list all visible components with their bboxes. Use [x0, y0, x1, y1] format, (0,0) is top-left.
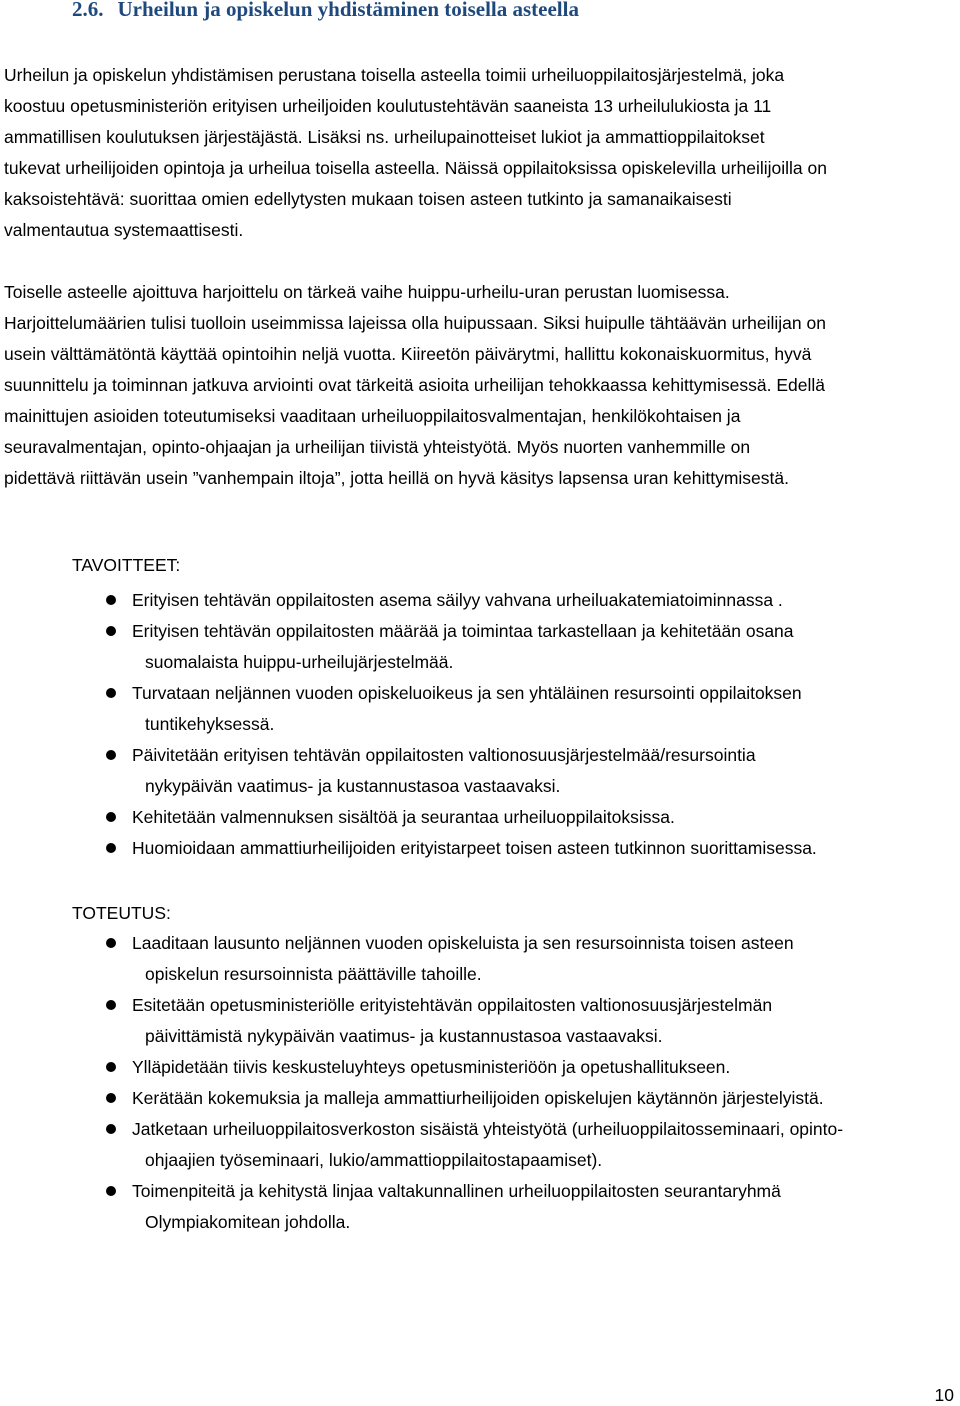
paragraph-line: seuravalmentajan, opinto-ohjaajan ja urheilijan tiivistä yhteistyötä. Myös nuorten vanhemmille on [4, 437, 751, 457]
implementation-text: Toimenpiteitä ja kehitystä linjaa valtakunnallinen urheiluoppilaitosten seurantaryhmä Olympiakomitean johdolla. [132, 1181, 781, 1232]
paragraph-line: Urheilun ja opiskelun yhdistämisen perustana toisella asteella toimii urheiluoppilaitosjärjestelmä, joka [4, 65, 785, 85]
bullet-icon [106, 595, 116, 605]
goal-text: Erityisen tehtävän oppilaitosten määrää ja toimintaa tarkastellaan ja kehitetään osana suomalaista huippu-urheilujärjestelmää. [132, 621, 794, 672]
paragraph-line: kaksoistehtävä: suorittaa omien edellytysten mukaan toisen asteen tutkinto ja samanaikaisesti [4, 189, 732, 209]
bullet-icon [106, 843, 116, 853]
bullet-icon [106, 1124, 116, 1134]
goal-text: Päivitetään erityisen tehtävän oppilaitosten valtionosuusjärjestelmää/resursointia nykypäivän vaatimus- ja kustannustasoa vastaavaksi. [132, 745, 756, 796]
paragraph-line: pidettävä riittävän usein ”vanhempain iltoja”, jotta heillä on hyvä käsitys lapsensa uran kehittymisestä. [4, 468, 789, 488]
paragraph-line: mainittujen asioiden toteutumiseksi vaaditaan urheiluoppilaitosvalmentajan, henkilökohtaisen ja [4, 406, 741, 426]
section-number: 2.6. [72, 0, 104, 21]
implementation-text: Ylläpidetään tiivis keskusteluyhteys opetusministeriöön ja opetushallitukseen. [132, 1057, 731, 1077]
paragraph-line: Harjoittelumäärien tulisi tuolloin useimmissa lajeissa olla huipussaan. Siksi huipulle tähtäävän urheilijan on [4, 313, 826, 333]
section-title: Urheilun ja opiskelun yhdistäminen toisella asteella [117, 0, 579, 21]
paragraph-line: valmentautua systemaattisesti. [4, 220, 244, 240]
section-heading [72, 0, 579, 24]
bullet-icon [106, 1186, 116, 1196]
bullet-icon [106, 938, 116, 948]
bullet-icon [106, 1093, 116, 1103]
paragraph-line: ammatillisen koulutuksen järjestäjästä. Lisäksi ns. urheilupainotteiset lukiot ja ammattioppilaitokset [4, 127, 765, 147]
implementation-text: Esitetään opetusministeriölle erityistehtävän oppilaitosten valtionosuusjärjestelmän päivittämistä nykypäivän vaatimus- ja kustannustasoa vastaavaksi. [132, 995, 773, 1046]
implementation-label: TOTEUTUS: [72, 903, 171, 923]
goal-text: Kehitetään valmennuksen sisältöä ja seurantaa urheiluoppilaitoksissa. [132, 807, 675, 827]
bullet-icon [106, 688, 116, 698]
bullet-icon [106, 1062, 116, 1072]
training-paragraph [4, 277, 956, 494]
goal-text: Turvataan neljännen vuoden opiskeluoikeus ja sen yhtäläinen resursointi oppilaitoksen tuntikehyksessä. [132, 683, 802, 734]
intro-paragraph [4, 60, 956, 246]
bullet-icon [106, 750, 116, 760]
paragraph-line: usein välttämätöntä käyttää opintoihin neljä vuotta. Kiireetön päivärytmi, hallittu kokonaiskuormitus, hyvä [4, 344, 812, 364]
page-number: 10 [934, 1385, 954, 1405]
implementation-text: Kerätään kokemuksia ja malleja ammattiurheilijoiden opiskelujen käytännön järjestelyistä. [132, 1088, 824, 1108]
paragraph-line: koostuu opetusministeriön erityisen urheiljoiden koulutustehtävän saaneista 13 urheilulukiosta ja 11 [4, 96, 772, 116]
paragraph-line: tukevat urheilijoiden opintoja ja urheilua toisella asteella. Näissä oppilaitoksissa opiskelevilla urheilijoilla on [4, 158, 827, 178]
goal-text: Erityisen tehtävän oppilaitosten asema säilyy vahvana urheiluakatemiatoiminnassa . [132, 590, 783, 610]
paragraph-line: suunnittelu ja toiminnan jatkuva arviointi ovat tärkeitä asioita urheilijan tehokkaassa kehittymisessä. Edellä [4, 375, 825, 395]
goals-label: TAVOITTEET: [72, 555, 181, 575]
implementation-text: Jatketaan urheiluoppilaitosverkoston sisäistä yhteistyötä (urheiluoppilaitosseminaari, opinto- ohjaajien työseminaari, lukio/ammattioppilaitostapaamiset). [132, 1119, 844, 1170]
bullet-icon [106, 1000, 116, 1010]
goal-text: Huomioidaan ammattiurheilijoiden erityistarpeet toisen asteen tutkinnon suorittamisessa. [132, 838, 817, 858]
implementation-text: Laaditaan lausunto neljännen vuoden opiskeluista ja sen resursoinnista toisen asteen opiskelun resursoinnista päättäville tahoille. [132, 933, 794, 984]
bullet-icon [106, 626, 116, 636]
bullet-icon [106, 812, 116, 822]
paragraph-line: Toiselle asteelle ajoittuva harjoittelu on tärkeä vaihe huippu-urheilu-uran perustan luomisessa. [4, 282, 730, 302]
